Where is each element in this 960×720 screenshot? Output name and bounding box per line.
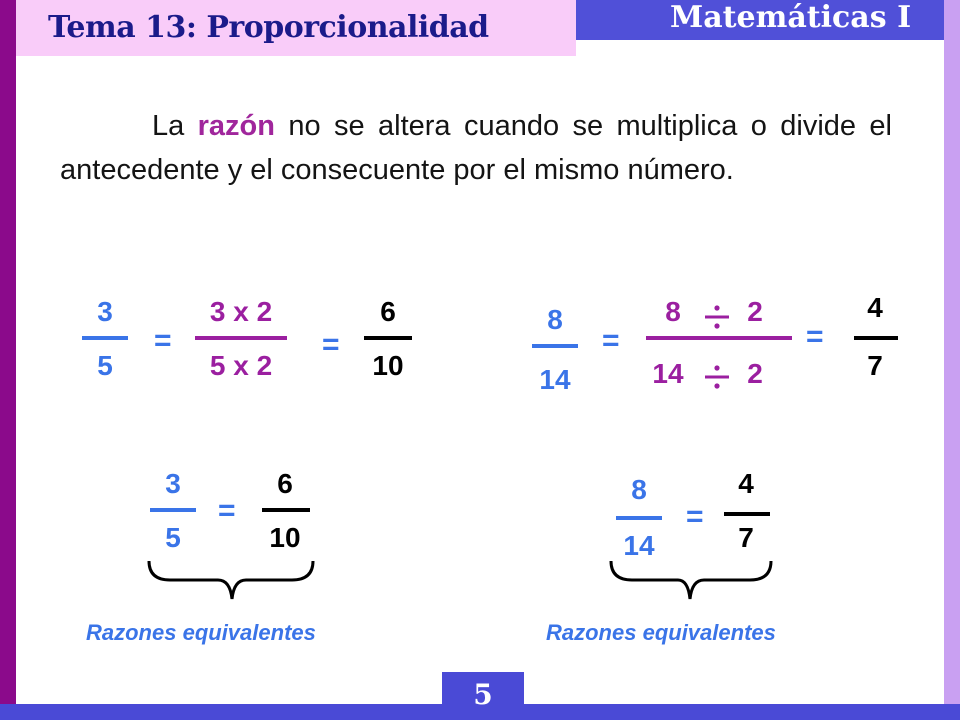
fraction-c-numerator: 6 <box>380 296 396 327</box>
fraction-c-numerator: 4 <box>738 468 754 499</box>
equals-sign: = <box>602 324 620 357</box>
fraction-a-denominator: 14 <box>539 364 571 395</box>
right-border-bar <box>944 0 960 720</box>
fraction-c-denominator: 10 <box>372 350 404 381</box>
fraction-a-denominator: 5 <box>165 522 181 553</box>
slide-title: Tema 13: Proporcionalidad <box>48 10 489 45</box>
left-border-bar <box>0 0 16 720</box>
page-number: 5 <box>473 678 493 711</box>
fraction-c-numerator: 6 <box>277 468 293 499</box>
equals-sign: = <box>154 324 172 357</box>
division-icon <box>702 302 732 332</box>
fraction-a-bar <box>616 516 662 520</box>
equals-sign: = <box>686 500 704 533</box>
fraction-a-bar <box>82 336 128 340</box>
equals-sign: = <box>806 320 824 353</box>
division-icon <box>702 362 732 392</box>
fraction-b-numerator: 3 x 2 <box>209 296 273 327</box>
fraction-b-denominator: 5 x 2 <box>209 350 273 381</box>
fraction-a-denominator: 14 <box>623 530 655 561</box>
fraction-b-numerator-right: 2 <box>747 296 763 327</box>
fraction-b-denominator-left: 14 <box>652 358 684 389</box>
fraction-c-denominator: 7 <box>867 350 883 381</box>
fraction-a-bar <box>532 344 578 348</box>
fraction-c-bar <box>724 512 770 516</box>
brace-icon <box>608 558 778 602</box>
fraction-b-denominator-right: 2 <box>747 358 763 389</box>
course-title: Matemáticas I <box>670 0 912 35</box>
fraction-c-denominator: 7 <box>738 522 754 553</box>
intro-highlight-term: razón <box>197 110 275 142</box>
brace-icon <box>146 558 316 602</box>
fraction-a-denominator: 5 <box>97 350 113 381</box>
fraction-c-bar <box>262 508 310 512</box>
equals-sign: = <box>218 494 236 527</box>
equals-sign: = <box>322 328 340 361</box>
equivalent-ratios-caption: Razones equivalentes <box>86 620 316 645</box>
intro-text-end: no se altera cuando se multiplica o divide el antecedente y el consecuente por el mismo número. <box>60 110 892 186</box>
fraction-c-numerator: 4 <box>867 292 883 323</box>
fraction-b-bar <box>195 336 287 340</box>
equivalent-ratios-caption: Razones equivalentes <box>546 620 776 645</box>
fraction-a-numerator: 8 <box>631 474 647 505</box>
fraction-a-numerator: 3 <box>165 468 181 499</box>
fraction-c-bar <box>364 336 412 340</box>
fraction-c-denominator: 10 <box>269 522 301 553</box>
fraction-a-numerator: 3 <box>97 296 113 327</box>
intro-paragraph <box>60 104 892 192</box>
fraction-a-bar <box>150 508 196 512</box>
fraction-b-bar <box>646 336 792 340</box>
intro-text-start: La <box>152 110 198 142</box>
fraction-a-numerator: 8 <box>547 304 563 335</box>
fraction-c-bar <box>854 336 898 340</box>
fraction-b-numerator-left: 8 <box>665 296 681 327</box>
